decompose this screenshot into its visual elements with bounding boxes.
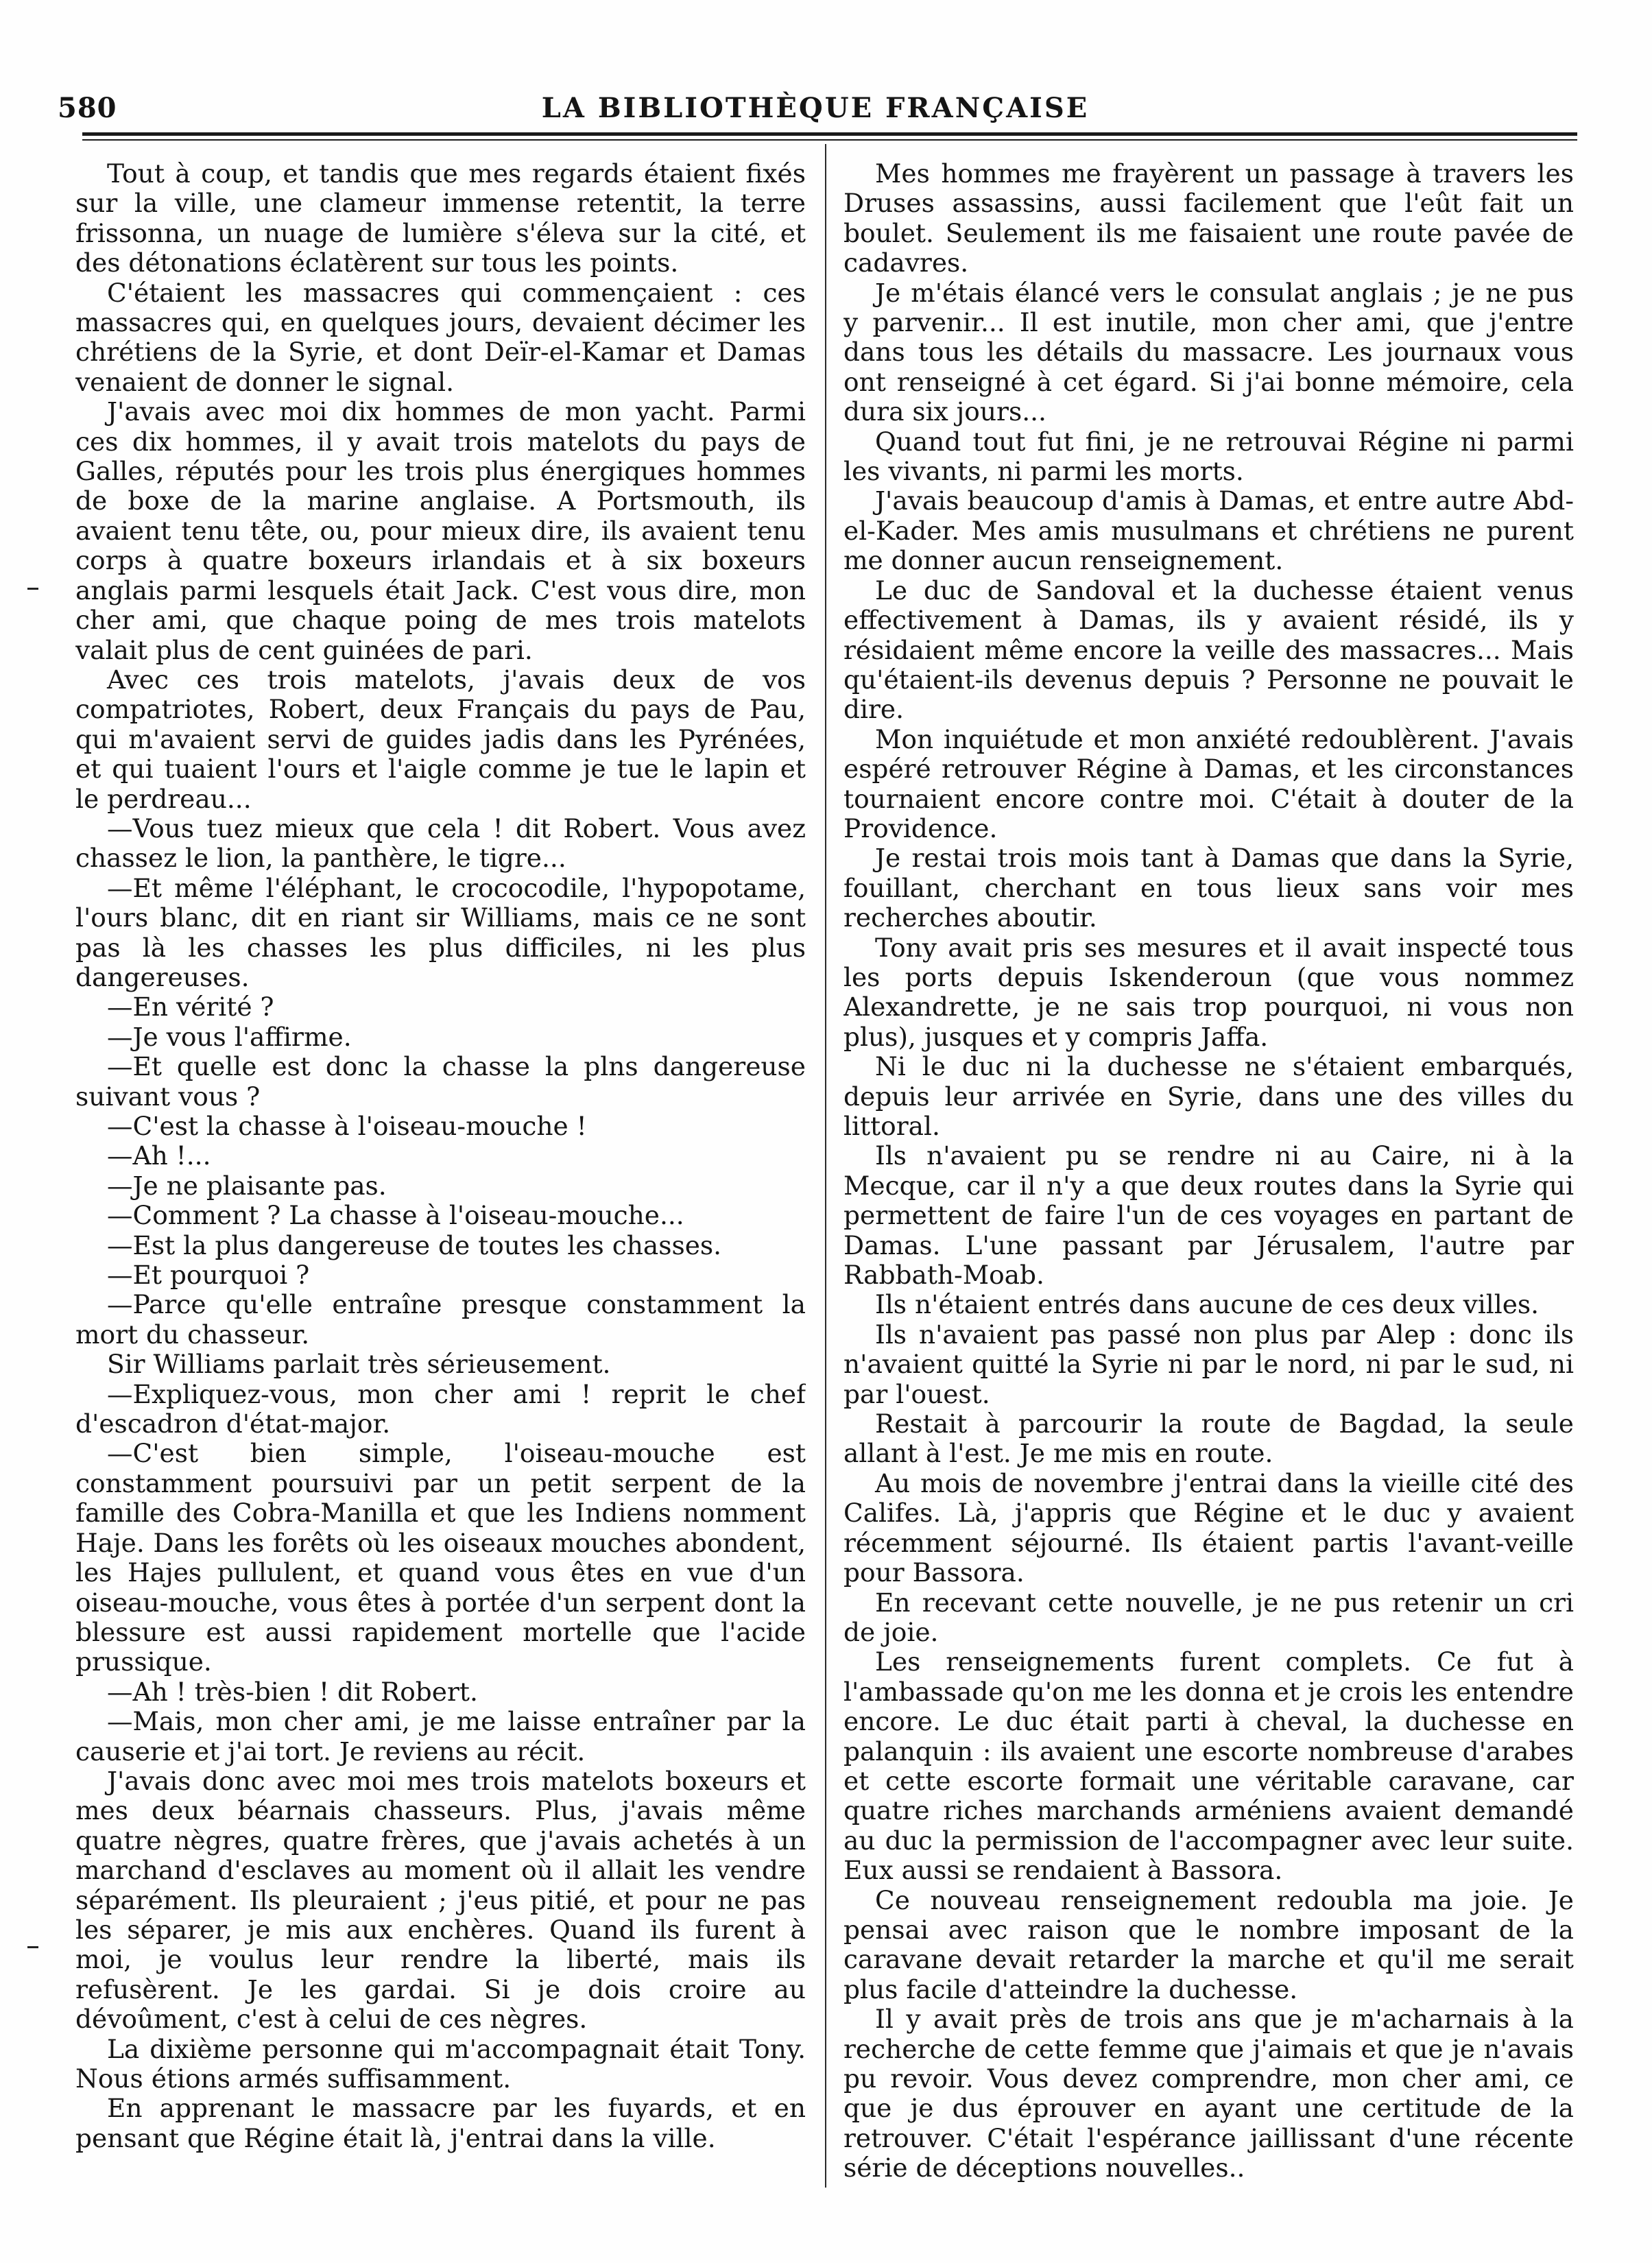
page-number: 580 bbox=[58, 92, 117, 124]
paragraph: —Je ne plaisante pas. bbox=[107, 1170, 387, 1201]
paragraph: Ils n'étaient entrés dans aucune de ces deux villes. bbox=[875, 1289, 1540, 1320]
paragraph: Ils n'avaient pas passé non plus par Alep : donc ils n'avaient quitté la Syrie ni par le nord, ni par le sud, ni par l'ouest. bbox=[843, 1319, 1574, 1409]
page-header bbox=[58, 89, 1573, 130]
paragraph: —Je vous l'affirme. bbox=[107, 1021, 352, 1052]
paragraph: Tony avait pris ses mesures et il avait inspecté tous les ports depuis Iskenderoun (que vous nommez Alexandrette, je ne sais trop pourquoi, ni vous non plus), jusques et y compris Jaffa. bbox=[843, 932, 1574, 1052]
paragraph: Il y avait près de trois ans que je m'acharnais à la recherche de cette femme que j'aimais et que je n'avais pu revoir. Vous devez comprendre, mon cher ami, ce que je dus éprouver en ayant une certitude de la retrouver. C'était l'espérance jaillissant d'une récente série de déceptions nouvelles.. bbox=[843, 2004, 1574, 2183]
margin-mark bbox=[27, 588, 38, 590]
paragraph: —Est la plus dangereuse de toutes les chasses. bbox=[107, 1230, 722, 1260]
paragraph: Mon inquiétude et mon anxiété redoublèrent. J'avais espéré retrouver Régine à Damas, et les circonstances tournaient encore contre moi. C'était à douter de la Providence. bbox=[843, 723, 1574, 843]
paragraph: En apprenant le massacre par les fuyards, et en pensant que Régine était là, j'entrai dans la ville. bbox=[75, 2093, 806, 2153]
paragraph: Mes hommes me frayèrent un passage à travers les Druses assassins, aussi facilement que l'eût fait un boulet. Seulement ils me faisaient une route pavée de cadavres. bbox=[843, 159, 1574, 278]
running-title: LA BIBLIOTHÈQUE FRANÇAISE bbox=[541, 92, 1090, 124]
paragraph: Ils n'avaient pu se rendre ni au Caire, ni à la Mecque, car il n'y a que deux routes dans la Syrie qui permettent de faire l'un de ces voyages en partant de Damas. L'une passant par Jérusalem, l'autre par Rabbath-Moab. bbox=[843, 1140, 1574, 1291]
paragraph: Je restai trois mois tant à Damas que dans la Syrie, fouillant, cherchant en tous lieux sans voir mes recherches aboutir. bbox=[843, 843, 1574, 933]
paragraph: Ce nouveau renseignement redoubla ma joie. Je pensai avec raison que le nombre imposant de la caravane devait retarder la marche et qu'il me serait plus facile d'atteindre la duchesse. bbox=[843, 1884, 1574, 2004]
paragraph: Ni le duc ni la duchesse ne s'étaient embarqués, depuis leur arrivée en Syrie, dans une des villes du littoral. bbox=[843, 1051, 1574, 1141]
paragraph: Au mois de novembre j'entrai dans la vieille cité des Califes. Là, j'appris que Régine et le duc y avaient récemment séjourné. Ils étaient partis l'avant-veille pour Bassora. bbox=[843, 1468, 1574, 1588]
paragraph: —Parce qu'elle entraîne presque constamment la mort du chasseur. bbox=[75, 1289, 806, 1350]
paragraph: J'avais beaucoup d'amis à Damas, et entre autre Abd-el-Kader. Mes amis musulmans et chrétiens ne purent me donner aucun renseignement. bbox=[843, 486, 1574, 576]
paragraph: —Et quelle est donc la chasse la plns dangereuse suivant vous ? bbox=[75, 1051, 806, 1112]
paragraph: —Comment ? La chasse à l'oiseau-mouche... bbox=[107, 1200, 684, 1231]
paragraph: —Et même l'éléphant, le crococodile, l'hypopotame, l'ours blanc, dit en riant sir Williams, mais ce ne sont pas là les chasses les plus difficiles, ni les plus dangereuses. bbox=[75, 872, 806, 992]
paragraph: —Et pourquoi ? bbox=[107, 1260, 310, 1291]
paragraph: En recevant cette nouvelle, je ne pus retenir un cri de joie. bbox=[843, 1587, 1574, 1647]
paragraph: —En vérité ? bbox=[107, 992, 274, 1022]
paragraph: Tout à coup, et tandis que mes regards étaient fixés sur la ville, une clameur immense retentit, la terre frissonna, un nuage de lumière s'éleva sur la cité, et des détonations éclatèrent sur tous les points. bbox=[75, 159, 806, 278]
paragraph: —C'est bien simple, l'oiseau-mouche est constamment poursuivi par un petit serpent de la famille des Cobra-Manilla et que les Indiens nomment Haje. Dans les forêts où les oiseaux mouches abondent, les Hajes pullulent, et quand vous êtes en vue d'un oiseau-mouche, vous êtes à portée d'un serpent dont la blessure est aussi rapidement mortelle que l'acide prussique. bbox=[75, 1438, 806, 1677]
paragraph: Je m'étais élancé vers le consulat anglais ; je ne pus y parvenir... Il est inutile, mon cher ami, que j'entre dans tous les détails du massacre. Les journaux vous ont renseigné à cet égard. Si j'ai bonne mémoire, cela dura six jours... bbox=[843, 277, 1574, 427]
paragraph: J'avais donc avec moi mes trois matelots boxeurs et mes deux béarnais chasseurs. Plus, j'avais même quatre nègres, quatre frères, que j'avais achetés à un marchand d'esclaves au moment où il allait les vendre séparément. Ils pleuraient ; j'eus pitié, et pour ne pas les séparer, je mis aux enchères. Quand ils furent à moi, je voulus leur rendre la liberté, mais ils refusèrent. Je les gardai. Si je dois croire au dévoûment, c'est à celui de ces nègres. bbox=[75, 1765, 806, 2035]
text-column-left bbox=[75, 159, 806, 2199]
header-rule-thick bbox=[82, 132, 1577, 136]
column-divider bbox=[825, 144, 826, 2188]
text-column-right bbox=[843, 159, 1574, 2199]
paragraph: —C'est la chasse à l'oiseau-mouche ! bbox=[107, 1111, 587, 1141]
paragraph: La dixième personne qui m'accompagnait était Tony. Nous étions armés suffisamment. bbox=[75, 2033, 806, 2094]
paragraph: C'étaient les massacres qui commençaient : ces massacres qui, en quelques jours, devaient décimer les chrétiens de la Syrie, et dont Deïr-el-Kamar et Damas venaient de donner le signal. bbox=[75, 277, 806, 397]
paragraph: —Vous tuez mieux que cela ! dit Robert. Vous avez chassez le lion, la panthère, le tigre... bbox=[75, 813, 806, 874]
paragraph: —Mais, mon cher ami, je me laisse entraîner par la causerie et j'ai tort. Je reviens au récit. bbox=[75, 1706, 806, 1767]
paragraph: —Ah !... bbox=[107, 1140, 211, 1171]
paragraph: Le duc de Sandoval et la duchesse étaient venus effectivement à Damas, ils y avaient résidé, ils y résidaient même encore la veille des massacres... Mais qu'étaient-ils devenus depuis ? Personne ne pouvait le dire. bbox=[843, 575, 1574, 725]
header-rule-thin bbox=[82, 139, 1577, 141]
paragraph: —Ah ! très-bien ! dit Robert. bbox=[107, 1676, 478, 1707]
paragraph: Quand tout fut fini, je ne retrouvai Régine ni parmi les vivants, ni parmi les morts. bbox=[843, 426, 1574, 487]
paragraph: J'avais avec moi dix hommes de mon yacht. Parmi ces dix hommes, il y avait trois matelots du pays de Galles, réputés pour les trois plus énergiques hommes de boxe de la marine anglaise. A Portsmouth, ils avaient tenu tête, ou, pour mieux dire, ils avaient tenu corps à quatre boxeurs irlandais et à six boxeurs anglais parmi lesquels était Jack. C'est vous dire, mon cher ami, que chaque poing de mes trois matelots valait plus de cent guinées de pari. bbox=[75, 396, 806, 665]
paragraph: Restait à parcourir la route de Bagdad, la seule allant à l'est. Je me mis en route. bbox=[843, 1409, 1574, 1469]
margin-mark bbox=[27, 1946, 38, 1948]
paragraph: Avec ces trois matelots, j'avais deux de vos compatriotes, Robert, deux Français du pays de Pau, qui m'avaient servi de guides jadis dans les Pyrénées, et qui tuaient l'ours et l'aigle comme je tue le lapin et le perdreau... bbox=[75, 664, 806, 814]
paragraph: —Expliquez-vous, mon cher ami ! reprit le chef d'escadron d'état-major. bbox=[75, 1378, 806, 1439]
paragraph: Sir Williams parlait très sérieusement. bbox=[107, 1349, 611, 1380]
paragraph: Les renseignements furent complets. Ce fut à l'ambassade qu'on me les donna et je crois les entendre encore. Le duc était parti à cheval, la duchesse en palanquin : ils avaient une escorte nombreuse d'arabes et cette escorte formait une véritable caravane, car quatre riches marchands arméniens avaient demandé au duc la permission de l'accompagner avec leur suite. Eux aussi se rendaient à Bassora. bbox=[843, 1647, 1574, 1886]
